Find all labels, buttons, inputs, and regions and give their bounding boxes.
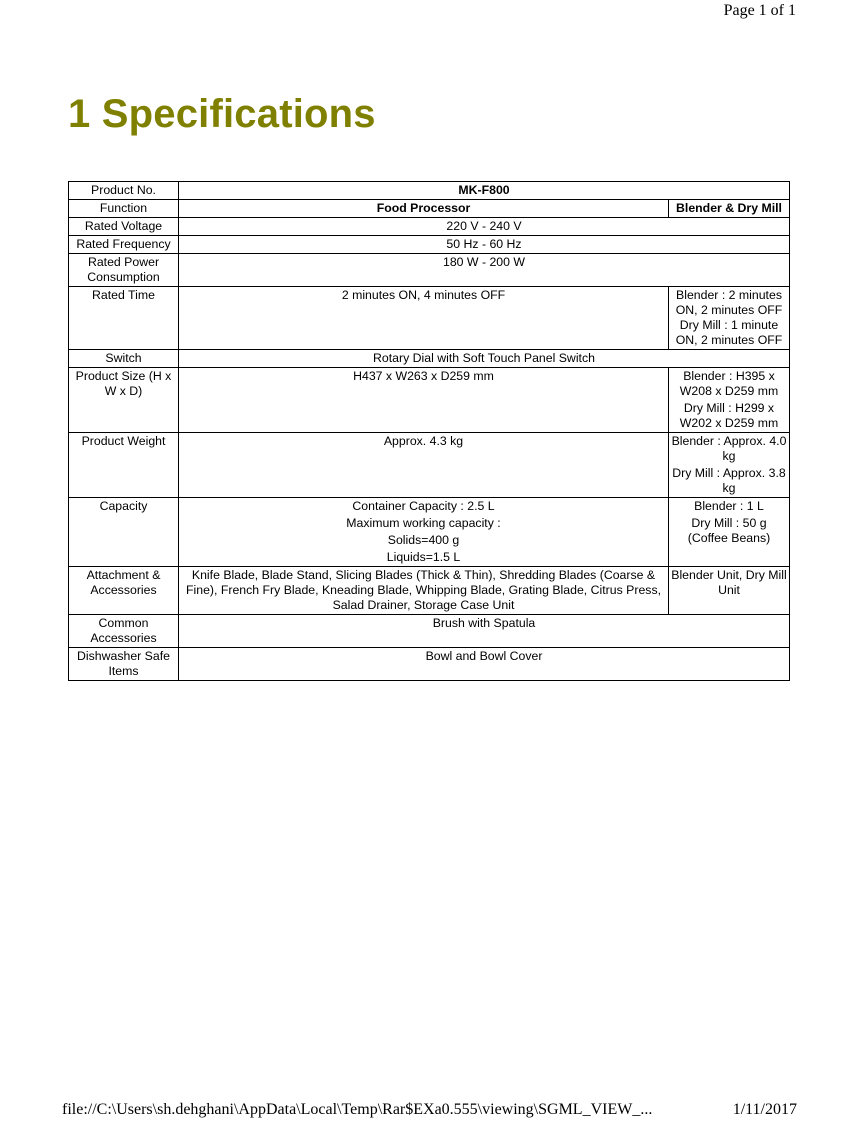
- product-weight-side-value: [669, 433, 790, 498]
- capacity-main-value: [179, 498, 669, 567]
- row-label: Rated Voltage: [69, 218, 179, 236]
- footer-file-path: file://C:\Users\sh.dehghani\AppData\Local\Temp\Rar$EXa0.555\viewing\SGML_VIEW_...: [62, 1101, 653, 1118]
- table-row: [69, 368, 790, 433]
- max-working-capacity: Maximum working capacity :: [346, 516, 501, 530]
- row-label: Dishwasher Safe Items: [69, 648, 179, 681]
- rated-time-blender: Blender : 2 minutes ON, 2 minutes OFF: [675, 288, 783, 317]
- product-size-dry-mill: Dry Mill : H299 x W202 x D259 mm: [679, 401, 779, 430]
- row-label: Product Size (H x W x D): [69, 368, 179, 433]
- row-label: Rated Power Consumption: [69, 254, 179, 287]
- rated-time-dry-mill: Dry Mill : 1 minute ON, 2 minutes OFF: [675, 318, 783, 347]
- capacity-side-value: [669, 498, 790, 567]
- row-label: Common Accessories: [69, 615, 179, 648]
- row-label: Function: [69, 200, 179, 218]
- function-main-value: Food Processor: [179, 200, 669, 218]
- product-number-value: MK-F800: [179, 182, 790, 200]
- table-row: [69, 182, 790, 200]
- page-number: Page 1 of 1: [723, 2, 796, 19]
- dishwasher-safe-value: Bowl and Bowl Cover: [179, 648, 790, 681]
- product-size-main-value: H437 x W263 x D259 mm: [179, 368, 669, 433]
- specifications-table: [68, 181, 790, 681]
- table-row: [69, 218, 790, 236]
- product-weight-dry-mill: Dry Mill : Approx. 3.8 kg: [672, 466, 786, 495]
- table-row: [69, 200, 790, 218]
- container-capacity: Container Capacity : 2.5 L: [352, 499, 495, 513]
- rated-time-main-value: 2 minutes ON, 4 minutes OFF: [179, 287, 669, 350]
- function-side-value: Blender & Dry Mill: [669, 200, 790, 218]
- table-row: [69, 254, 790, 287]
- row-label: Attachment & Accessories: [69, 567, 179, 615]
- switch-value: Rotary Dial with Soft Touch Panel Switch: [179, 350, 790, 368]
- rated-time-side-value: [669, 287, 790, 350]
- product-weight-main-value: Approx. 4.3 kg: [179, 433, 669, 498]
- capacity-dry-mill: Dry Mill : 50 g (Coffee Beans): [687, 516, 771, 545]
- product-weight-blender: Blender : Approx. 4.0 kg: [671, 434, 787, 463]
- footer-date: 1/11/2017: [732, 1101, 797, 1118]
- table-row: [69, 287, 790, 350]
- row-label: Product No.: [69, 182, 179, 200]
- row-label: Capacity: [69, 498, 179, 567]
- row-label: Rated Frequency: [69, 236, 179, 254]
- table-row: [69, 350, 790, 368]
- common-accessories-value: Brush with Spatula: [179, 615, 790, 648]
- table-row: [69, 236, 790, 254]
- row-label: Product Weight: [69, 433, 179, 498]
- product-size-blender: Blender : H395 x W208 x D259 mm: [679, 369, 779, 398]
- table-row: [69, 433, 790, 498]
- liquids-capacity: Liquids=1.5 L: [386, 550, 461, 564]
- row-label: Switch: [69, 350, 179, 368]
- rated-voltage-value: 220 V - 240 V: [179, 218, 790, 236]
- rated-frequency-value: 50 Hz - 60 Hz: [179, 236, 790, 254]
- table-row: [69, 615, 790, 648]
- row-label: Rated Time: [69, 287, 179, 350]
- table-row: [69, 648, 790, 681]
- capacity-blender: Blender : 1 L: [694, 499, 764, 513]
- table-row: [69, 498, 790, 567]
- product-size-side-value: [669, 368, 790, 433]
- rated-power-value: 180 W - 200 W: [179, 254, 790, 287]
- attachments-side-value: Blender Unit, Dry Mill Unit: [669, 567, 790, 615]
- attachments-main-value: Knife Blade, Blade Stand, Slicing Blades (Thick & Thin), Shredding Blades (Coarse & Fine), French Fry Blade, Kneading Blade, Whipping Blade, Grating Blade, Citrus Press, Salad Drainer, Storage Case Unit: [179, 567, 669, 615]
- solids-capacity: Solids=400 g: [387, 533, 460, 547]
- table-row: [69, 567, 790, 615]
- page-title: 1 Specifications: [68, 92, 376, 136]
